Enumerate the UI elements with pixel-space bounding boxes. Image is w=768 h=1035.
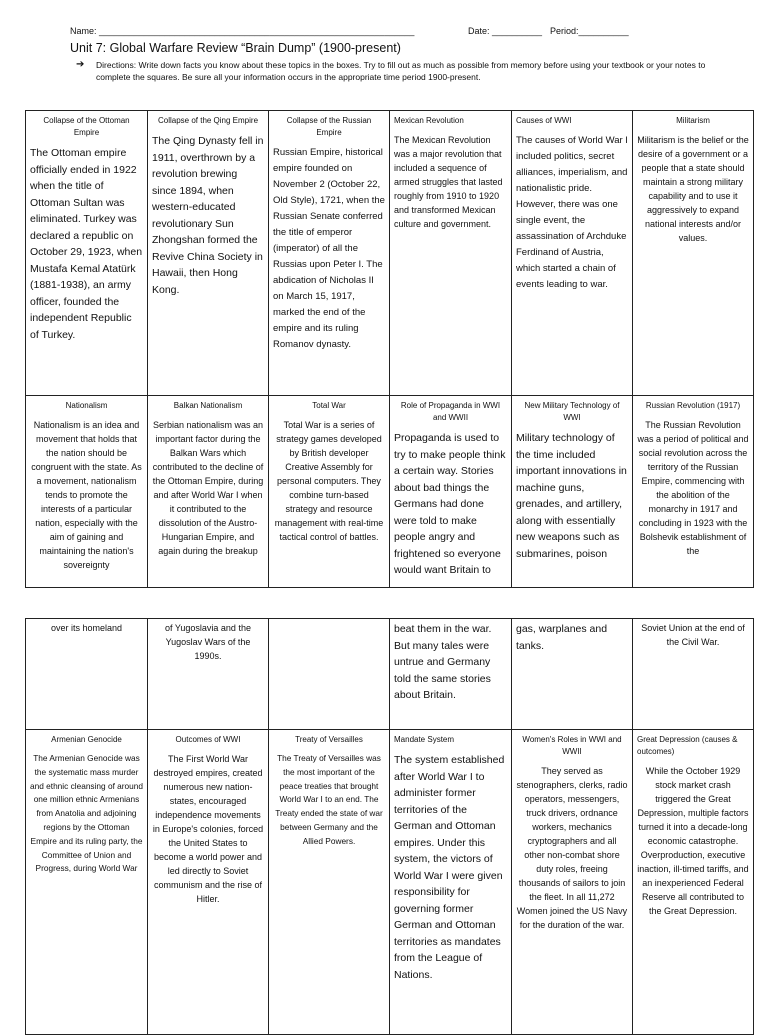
continued-cell xyxy=(390,619,512,730)
topic-cell xyxy=(633,730,754,1035)
topic-cell xyxy=(148,730,269,1035)
topic-heading: Militarism xyxy=(676,116,710,125)
topic-heading: Collapse of the Ottoman Empire xyxy=(43,116,130,137)
topic-cell xyxy=(26,730,148,1035)
topic-cell xyxy=(269,396,390,588)
table-row xyxy=(26,619,754,730)
topic-cell xyxy=(390,730,512,1035)
continued-notes: of Yugoslavia and the Yugoslav Wars of the 1990s. xyxy=(165,623,251,661)
directions-text: Directions: Write down facts you know about these topics in the boxes. Try to fill out as much as possible from memory before using your textbook or your notes to complete the squares. Be sure all your information occurs in the appropriate time period 1900-present. xyxy=(96,60,706,82)
topic-cell xyxy=(390,111,512,396)
topic-cell xyxy=(269,111,390,396)
topic-notes: The Armenian Genocide was the systematic mass murder and ethnic cleansing of around one million ethnic Armenians from Anatolia and adjoining regions by the Ottoman Empire and its ruling party, the Committee of Union and Progress, during World War xyxy=(30,753,144,874)
worksheet-header xyxy=(70,26,710,83)
continued-cell xyxy=(26,619,148,730)
topic-notes: Serbian nationalism was an important factor during the Balkan Wars which contributed to the decline of the Ottoman Empire, during and after World War I when it contributed to the dissolution of the Austro-Hungarian Empire, and again during the breakup xyxy=(152,420,264,556)
topic-notes: The Russian Revolution was a period of political and social revolution across the territory of the Russian Empire, commencing with the abolition of the monarchy in 1917 and concluding in 1923 with the Bolshevik establishment of the xyxy=(637,420,749,556)
topic-heading: Treaty of Versailles xyxy=(295,735,363,744)
date-field: Date: __________ xyxy=(468,26,543,36)
review-table-page-1 xyxy=(25,110,754,588)
topic-heading: Causes of WWI xyxy=(516,116,572,125)
topic-heading: Mandate System xyxy=(394,735,455,744)
topic-notes: Military technology of the time included important innovations in machine guns, grenades, and artillery, along with essentially new weapons such as submarines, poison xyxy=(516,432,627,560)
topic-notes: The Mexican Revolution was a major revolution that included a sequence of armed struggles that lasted roughly from 1910 to 1920 and transformed Mexican culture and government. xyxy=(394,135,503,229)
directions xyxy=(70,59,710,83)
topic-notes: The Ottoman empire officially ended in 1922 when the title of Ottoman Sultan was eliminated. Turkey was declared a republic on October 29, 1923, when Mustafa Kemal Atatürk (1881-1938), an army officer, founded the independent Republic of Turkey. xyxy=(30,147,143,341)
topic-cell xyxy=(390,396,512,588)
topic-notes: The First World War destroyed empires, created numerous new nation-states, encouraged independence movements in Europe's colonies, forced the United States to become a world power and led directly to Soviet communism and the rise of Hitler. xyxy=(152,754,264,904)
table-row xyxy=(26,111,754,396)
page-title: Unit 7: Global Warfare Review “Brain Dump” (1900-present) xyxy=(70,41,401,55)
topic-cell xyxy=(512,730,633,1035)
topic-heading: Collapse of the Qing Empire xyxy=(157,116,259,125)
topic-heading: New Military Technology of WWI xyxy=(524,401,620,422)
student-info-line xyxy=(70,26,710,40)
continued-notes: Soviet Union at the end of the Civil War. xyxy=(641,623,745,647)
continued-cell xyxy=(633,619,754,730)
topic-notes: Total War is a series of strategy games developed by British developer Creative Assembly for personal computers. They combine turn-based strategy and resource management with real-time tactical control of battles. xyxy=(274,420,384,542)
arrow-icon: ➔ xyxy=(76,59,85,70)
topic-heading: Mexican Revolution xyxy=(394,116,464,125)
table-row xyxy=(26,396,754,588)
topic-notes: They served as stenographers, clerks, radio operators, messengers, truck drivers, ordnance workers, mechanics cryptographers and all other non-combat shore duty roles, freeing thousands of sailors to join the fleet. In all 11,272 Women joined the US Navy for the duration of the war. xyxy=(516,766,628,930)
topic-notes: While the October 1929 stock market crash triggered the Great Depression, multiple factors turned it into a decade-long economic catastrophe. Overproduction, executive inaction, ill-timed tariffs, and an inexperienced Federal Reserve all contributed to the Great Depression. xyxy=(637,766,749,916)
topic-cell xyxy=(148,111,269,396)
topic-notes: Propaganda is used to try to make people think a certain way. Stories about bad things the Germans had done were told to make people angry and frightened so everyone would want Britain to xyxy=(394,432,506,576)
topic-heading: Russian Revolution (1917) xyxy=(645,401,741,410)
topic-notes: The system established after World War I to administer former territories of the German and Ottoman empires. Under this system, the victors of World War I were given responsibility for governing former German and Ottoman territories as mandates from the League of Nations. xyxy=(394,754,505,981)
topic-heading: Total War xyxy=(312,401,346,410)
topic-cell xyxy=(26,396,148,588)
topic-cell xyxy=(26,111,148,396)
topic-cell xyxy=(148,396,269,588)
topic-heading: Women's Roles in WWI and WWII xyxy=(522,735,622,756)
continued-notes: over its homeland xyxy=(50,623,123,633)
period-field: Period:__________ xyxy=(550,26,629,36)
topic-heading: Role of Propaganda in WWI and WWII xyxy=(400,401,501,422)
topic-notes: Militarism is the belief or the desire of a government or a people that a state should maintain a strong military capability and to use it aggressively to expand national interests and/or values. xyxy=(637,135,749,243)
topic-cell xyxy=(269,730,390,1035)
topic-heading: Nationalism xyxy=(65,401,108,410)
continued-cell xyxy=(269,619,390,730)
topic-cell xyxy=(512,111,633,396)
topic-heading: Armenian Genocide xyxy=(51,735,122,744)
topic-cell xyxy=(512,396,633,588)
topic-heading: Outcomes of WWI xyxy=(175,735,241,744)
table-row xyxy=(26,730,754,1035)
topic-notes: The Qing Dynasty fell in 1911, overthrown by a revolution brewing since 1894, when western-educated revolutionary Sun Zhongshan formed the Revive China Society in Hawaii, then Hong Kong. xyxy=(152,135,264,296)
continued-notes: beat them in the war. But many tales were untrue and Germany told the same stories about Britain. xyxy=(394,623,492,701)
continued-notes: gas, warplanes and tanks. xyxy=(516,623,608,652)
topic-notes: The Treaty of Versailles was the most important of the peace treaties that brought World War I to an end. The Treaty ended the state of war between Germany and the Allied Powers. xyxy=(275,753,383,846)
name-field: Name: _______________________________________________________________ xyxy=(70,26,415,36)
topic-notes: Nationalism is an idea and movement that holds that the nation should be congruent with the state. As a movement, nationalism tends to promote the interests of a particular nation, especially with the aim of gaining and maintaining the nation's sovereignty xyxy=(31,420,142,570)
topic-notes: The causes of World War I included politics, secret alliances, imperialism, and nationalistic pride. However, there was one single event, the assassination of Archduke Ferdinand of Austria, which started a chain of events leading to war. xyxy=(516,135,628,290)
topic-cell xyxy=(633,396,754,588)
review-table-page-2 xyxy=(25,618,754,1035)
continued-cell xyxy=(512,619,633,730)
topic-heading: Great Depression (causes & outcomes) xyxy=(637,735,738,756)
topic-heading: Balkan Nationalism xyxy=(173,401,243,410)
topic-heading: Collapse of the Russian Empire xyxy=(286,116,372,137)
topic-notes: Russian Empire, historical empire founded on November 2 (October 22, Old Style), 1721, when the Russian Senate conferred the title of emperor (imperator) of all the Russias upon Peter I. The abdication of Nicholas II on March 15, 1917, marked the end of the empire and its ruling Romanov dynasty. xyxy=(273,147,385,350)
continued-cell xyxy=(148,619,269,730)
topic-cell xyxy=(633,111,754,396)
